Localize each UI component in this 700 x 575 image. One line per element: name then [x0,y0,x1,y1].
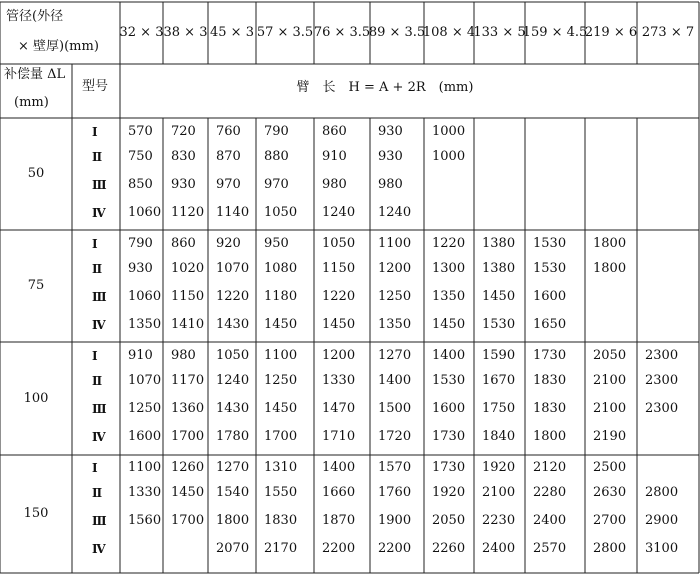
type-code: Ⅲ [92,514,107,528]
arm-length-cell: 1070 [128,373,162,388]
arm-length-cell: 1900 [378,513,412,528]
pipe-size-header: 108 × 4 [422,25,476,40]
arm-length-cell: 1600 [128,429,162,444]
arm-length-cell: 1600 [533,289,567,304]
arm-length-cell: 1530 [533,261,567,276]
arm-length-cell: 950 [264,236,289,251]
type-code: I [92,461,98,475]
arm-length-cell: 1170 [171,373,205,388]
arm-length-cell: 1540 [216,485,250,500]
type-code: Ⅱ [92,262,103,276]
arm-length-cell: 1270 [216,460,250,475]
arm-length-cell: 1550 [264,485,298,500]
arm-length-cell: 1920 [432,485,466,500]
arm-length-cell: 1830 [533,401,567,416]
arm-length-cell: 1180 [264,289,298,304]
arm-length-cell: 1760 [378,485,412,500]
compensation-unit-label: (mm) [14,95,49,110]
arm-length-cell: 980 [171,348,196,363]
arm-length-cell: 860 [322,124,347,139]
arm-length-cell: 2400 [533,513,567,528]
arm-length-cell: 1450 [264,317,298,332]
arm-length-cell: 1310 [264,460,298,475]
arm-length-cell: 1700 [171,429,205,444]
arm-length-cell: 1410 [171,317,205,332]
arm-length-cell: 1330 [322,373,356,388]
arm-length-cell: 750 [128,149,153,164]
arm-length-cell: 2170 [264,541,298,556]
arm-length-cell: 1450 [432,317,466,332]
arm-length-cell: 830 [171,149,196,164]
arm-length-cell: 980 [378,177,403,192]
arm-length-cell: 1660 [322,485,356,500]
arm-length-cell: 970 [216,177,241,192]
pipe-size-header: 32 × 3 [119,25,164,40]
arm-length-cell: 1060 [128,289,162,304]
arm-length-cell: 1700 [171,513,205,528]
pipe-size-header: 219 × 6 [584,25,638,40]
arm-length-cell: 1300 [432,261,466,276]
arm-length-cell: 1080 [264,261,298,276]
arm-length-cell: 2900 [645,513,679,528]
arm-length-cell: 1150 [322,261,356,276]
arm-length-cell: 2120 [533,460,567,475]
arm-length-cell: 1720 [378,429,412,444]
arm-length-cell: 2700 [593,513,627,528]
arm-length-cell: 1530 [482,317,516,332]
pipe-size-header: 38 × 3 [163,25,208,40]
arm-length-cell: 1220 [216,289,250,304]
arm-length-cell: 1100 [378,236,412,251]
arm-length-cell: 860 [171,236,196,251]
arm-length-cell: 1650 [533,317,567,332]
arm-length-cell: 2280 [533,485,567,500]
delta-l-value: 50 [27,166,45,181]
arm-length-cell: 2500 [593,460,627,475]
arm-length-cell: 3100 [645,541,679,556]
type-code: Ⅱ [92,374,103,388]
arm-length-cell: 1730 [432,429,466,444]
arm-length-cell: 1150 [171,289,205,304]
type-code: Ⅳ [92,318,106,332]
arm-length-cell: 1530 [432,373,466,388]
arm-length-cell: 1380 [482,236,516,251]
arm-length-cell: 790 [264,124,289,139]
type-code: I [92,237,98,251]
arm-length-cell: 1780 [216,429,250,444]
arm-length-cell: 760 [216,124,241,139]
arm-length-cell: 1530 [533,236,567,251]
arm-length-cell: 2260 [432,541,466,556]
arm-length-cell: 1070 [216,261,250,276]
arm-length-cell: 1360 [171,401,205,416]
arm-length-cell: 1000 [432,149,466,164]
arm-length-cell: 1600 [432,401,466,416]
arm-length-cell: 2100 [593,401,627,416]
arm-length-cell: 1350 [378,317,412,332]
arm-length-cell: 1000 [432,124,466,139]
arm-length-cell: 1730 [432,460,466,475]
arm-length-cell: 2200 [322,541,356,556]
arm-length-cell: 1330 [128,485,162,500]
arm-length-cell: 880 [264,149,289,164]
arm-length-cell: 2800 [593,541,627,556]
delta-l-value: 100 [23,390,49,406]
type-code: Ⅲ [92,290,107,304]
compensation-label: 补偿量 ΔL [4,67,66,82]
type-code: Ⅱ [92,486,103,500]
arm-length-cell: 1710 [322,429,356,444]
type-code: Ⅳ [92,430,106,444]
arm-length-cell: 1830 [533,373,567,388]
arm-length-cell: 1260 [171,460,205,475]
pipe-size-header: 159 × 4.5 [522,25,588,40]
arm-length-cell: 2190 [593,429,627,444]
arm-length-cell: 1240 [378,205,412,220]
arm-length-cell: 970 [264,177,289,192]
arm-length-cell: 1200 [378,261,412,276]
pipe-size-header: 57 × 3.5 [256,25,314,40]
arm-length-cell: 1450 [264,401,298,416]
type-code: Ⅳ [92,206,106,220]
arm-length-cell: 1870 [322,513,356,528]
arm-length-cell: 790 [128,236,153,251]
arm-length-cell: 2400 [482,541,516,556]
arm-length-cell: 870 [216,149,241,164]
arm-length-cell: 2050 [593,348,627,363]
arm-length-cell: 1270 [378,348,412,363]
arm-length-cell: 2570 [533,541,567,556]
arm-length-cell: 1400 [432,348,466,363]
pipe-size-header: 133 × 5 [473,25,526,40]
arm-length-cell: 1050 [216,348,250,363]
arm-length-cell: 930 [378,124,403,139]
arm-length-cell: 980 [322,177,347,192]
arm-length-cell: 2630 [593,485,627,500]
arm-length-cell: 920 [216,236,241,251]
pipe-size-header: 89 × 3.5 [368,25,426,40]
arm-length-cell: 850 [128,177,153,192]
arm-length-cell: 1670 [482,373,516,388]
arm-length-cell: 1240 [216,373,250,388]
arm-length-cell: 1830 [264,513,298,528]
arm-length-cell: 2300 [645,401,679,416]
delta-l-value: 150 [23,506,49,521]
arm-length-cell: 930 [128,261,153,276]
arm-length-cell: 1470 [322,401,356,416]
arm-length-cell: 1750 [482,401,516,416]
arm-length-cell: 2100 [593,373,627,388]
arm-length-cell: 1500 [378,401,412,416]
pipe-diameter-label: 管径(外径 [6,9,64,24]
arm-length-cell: 1350 [432,289,466,304]
wall-thickness-label: × 壁厚)(mm) [18,39,99,54]
pipe-size-header: 273 × 7 [641,25,695,40]
arm-length-cell: 1250 [378,289,412,304]
arm-length-cell: 1100 [264,348,298,363]
arm-length-cell: 1800 [533,429,567,444]
type-code: Ⅲ [92,402,107,416]
arm-length-cell: 1430 [216,401,250,416]
arm-length-formula: 臂 长 H = A + 2R (mm) [296,80,474,95]
arm-length-cell: 1050 [322,236,356,251]
arm-length-cell: 1140 [216,205,250,220]
arm-length-cell: 1450 [171,485,205,500]
pipe-size-header: 76 × 3.5 [313,25,371,40]
arm-length-cell: 2100 [482,485,516,500]
arm-length-cell: 1200 [322,348,356,363]
arm-length-cell: 1220 [322,289,356,304]
arm-length-cell: 1350 [128,317,162,332]
arm-length-cell: 1800 [593,236,627,251]
arm-length-cell: 1400 [378,373,412,388]
arm-length-cell: 1220 [432,236,466,251]
arm-length-cell: 910 [128,348,153,363]
arm-length-cell: 2200 [378,541,412,556]
arm-length-cell: 1060 [128,205,162,220]
arm-length-cell: 1920 [482,460,516,475]
arm-length-cell: 1430 [216,317,250,332]
arm-length-cell: 1120 [171,205,205,220]
arm-length-cell: 570 [128,124,153,139]
arm-length-cell: 720 [171,124,196,139]
arm-length-cell: 1800 [593,261,627,276]
arm-length-cell: 910 [322,149,347,164]
arm-length-cell: 1240 [322,205,356,220]
arm-length-cell: 1570 [378,460,412,475]
arm-length-cell: 1730 [533,348,567,363]
arm-length-cell: 1590 [482,348,516,363]
type-code: Ⅳ [92,542,106,556]
arm-length-cell: 1800 [216,513,250,528]
arm-length-cell: 930 [378,149,403,164]
arm-length-cell: 2300 [645,373,679,388]
type-label: 型号 [82,79,109,94]
type-code: I [92,349,98,363]
arm-length-cell: 1380 [482,261,516,276]
arm-length-cell: 1560 [128,513,162,528]
arm-length-cell: 1020 [171,261,205,276]
arm-length-cell: 1840 [482,429,516,444]
arm-length-cell: 930 [171,177,196,192]
arm-length-cell: 1700 [264,429,298,444]
arm-length-cell: 2800 [645,485,679,500]
arm-length-cell: 1400 [322,460,356,475]
arm-length-cell: 2070 [216,541,250,556]
type-code: I [92,125,98,139]
arm-length-cell: 1250 [128,401,162,416]
arm-length-cell: 1050 [264,205,298,220]
pipe-size-header: 45 × 3 [210,25,254,40]
arm-length-cell: 1100 [128,460,162,475]
arm-length-cell: 2230 [482,513,516,528]
arm-length-cell: 1250 [264,373,298,388]
arm-length-cell: 1450 [322,317,356,332]
arm-length-cell: 2300 [645,348,679,363]
type-code: Ⅱ [92,150,103,164]
delta-l-value: 75 [27,278,45,293]
arm-length-cell: 1450 [482,289,516,304]
type-code: Ⅲ [92,178,107,192]
arm-length-cell: 2050 [432,513,466,528]
